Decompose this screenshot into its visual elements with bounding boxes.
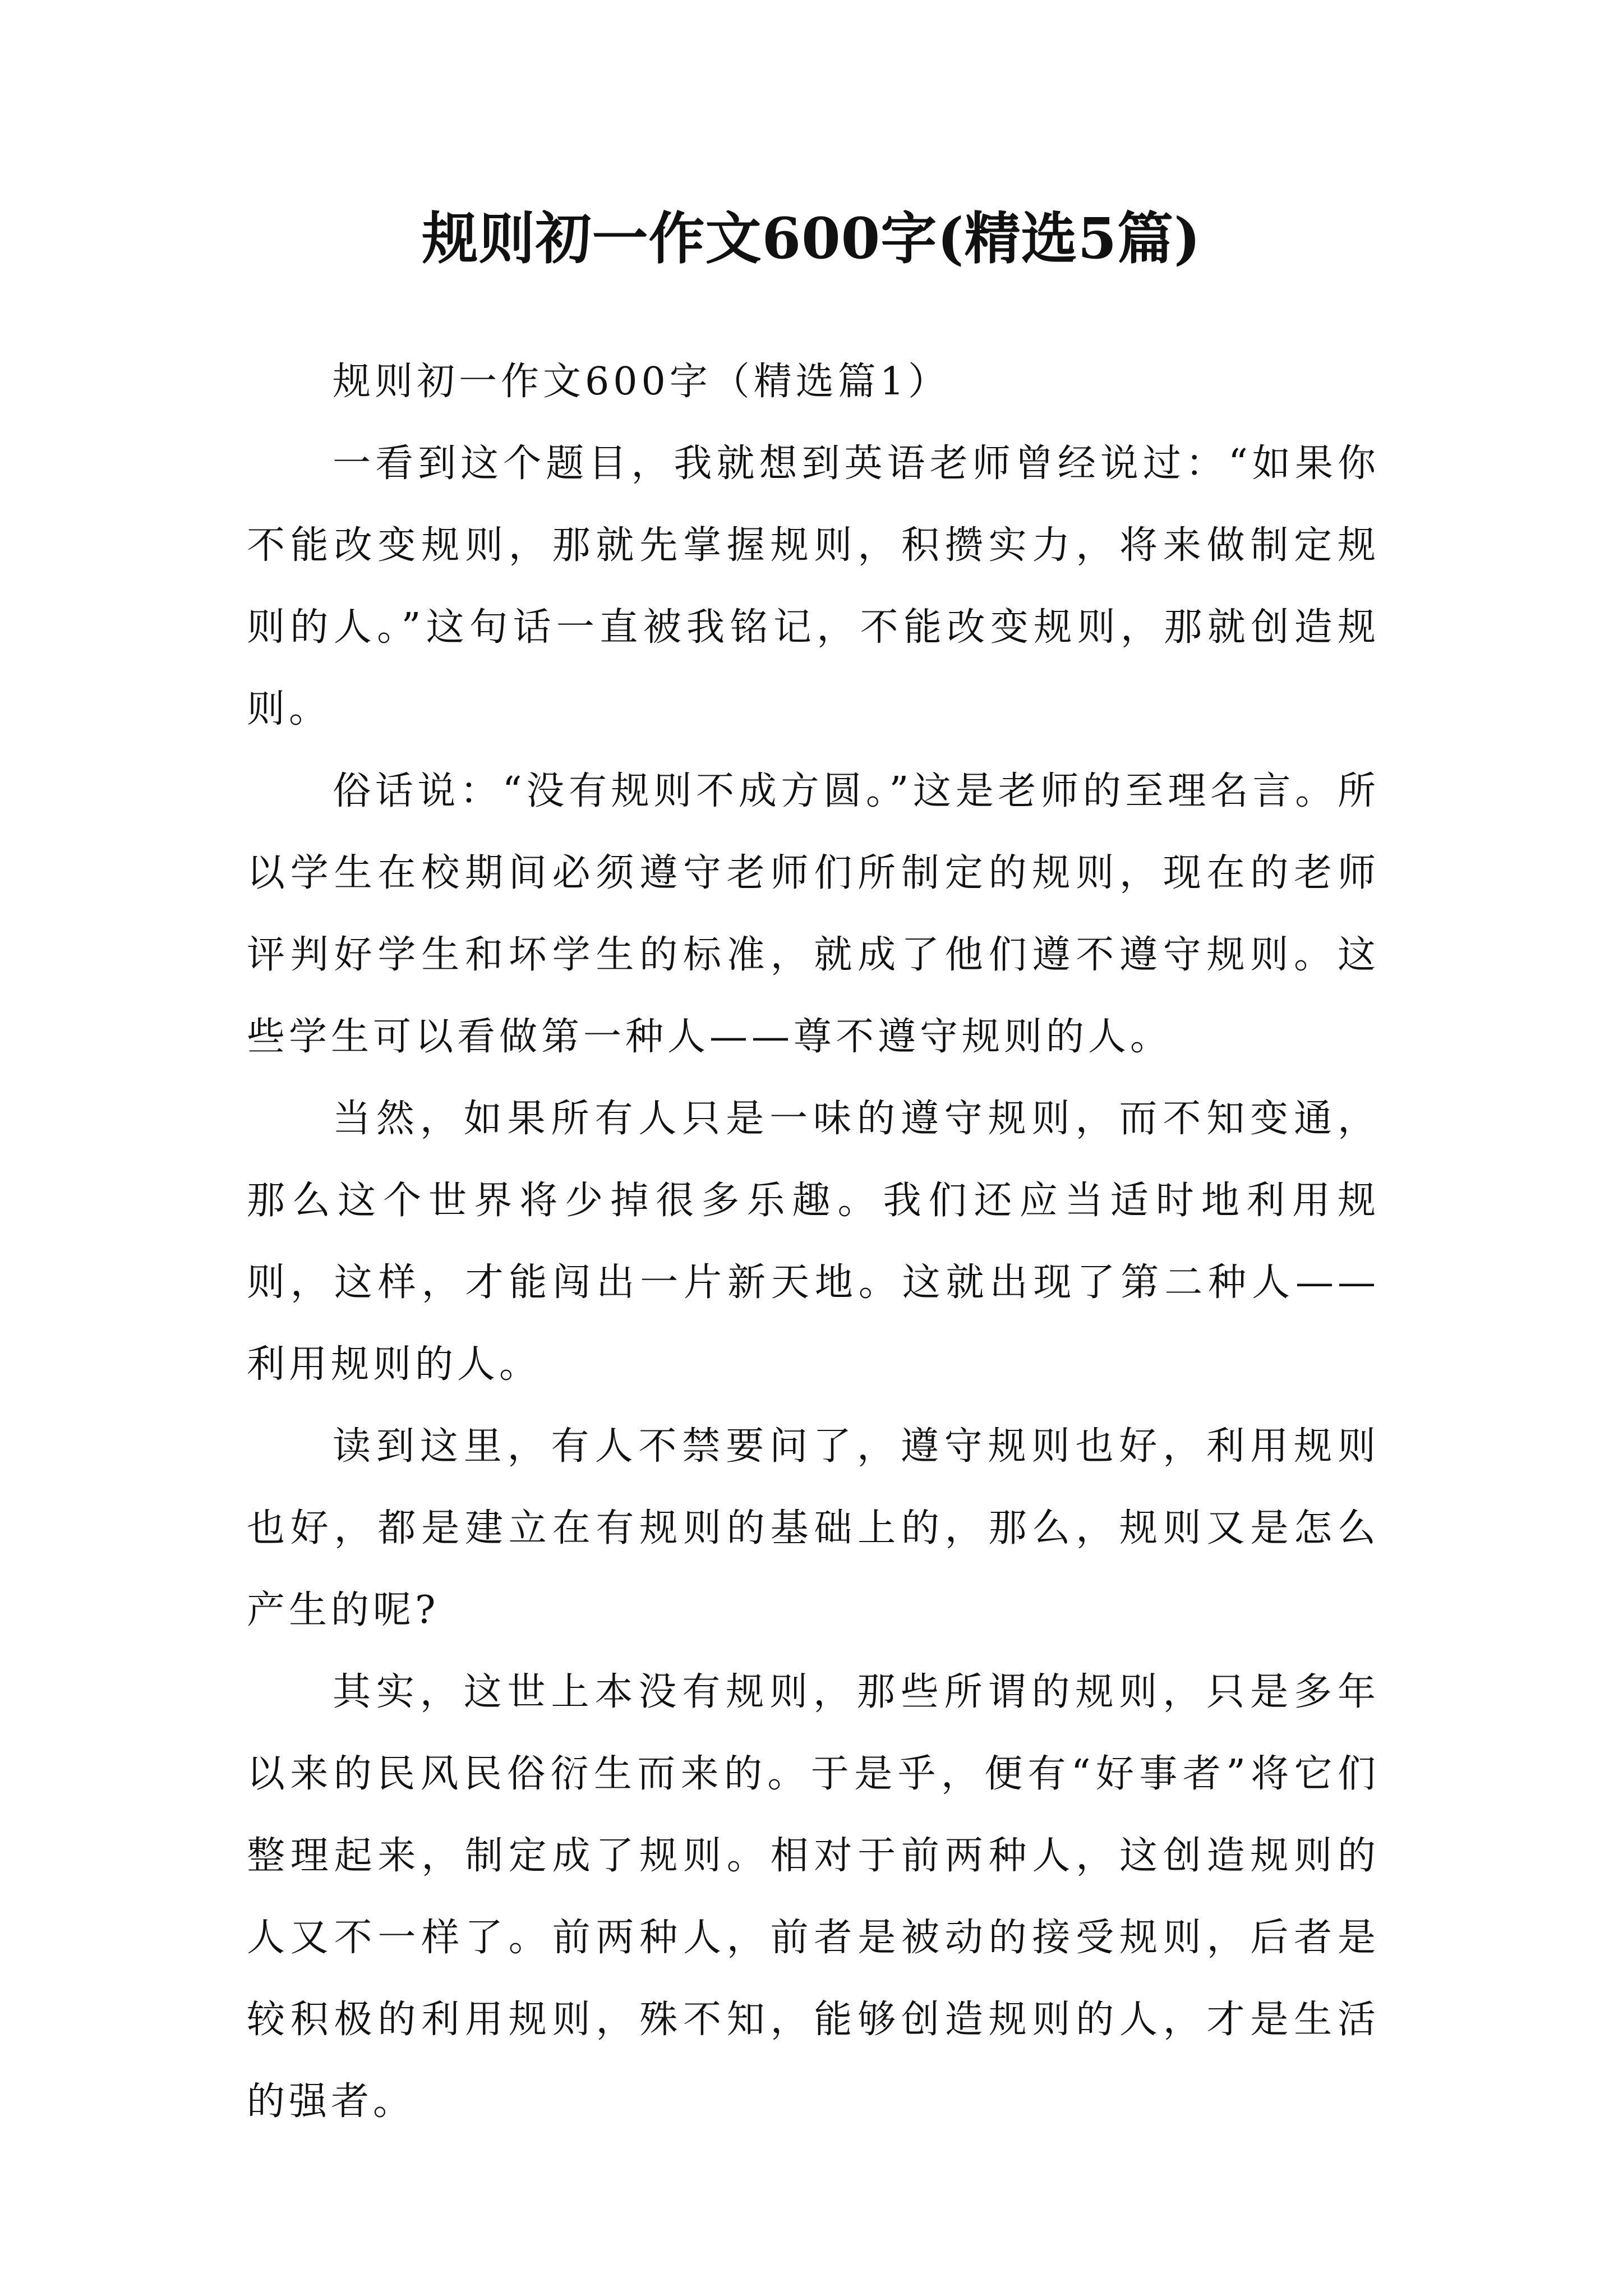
paragraph: 读到这里，有人不禁要问了，遵守规则也好，利用规则也好，都是建立在有规则的基础上的，那么，规则又是怎么产生的呢?	[247, 1424, 1380, 1632]
section-heading: 规则初一作文600字（精选篇1）	[333, 360, 951, 404]
paragraph: 一看到这个题目，我就想到英语老师曾经说过：“如果你不能改变规则，那就先掌握规则，积攒实力，将来做制定规则的人。”这句话一直被我铭记，不能改变规则，那就创造规则。	[247, 441, 1380, 731]
paragraph: 其实，这世上本没有规则，那些所谓的规则，只是多年以来的民风民俗衍生而来的。于是乎，便有“好事者”将它们整理起来，制定成了规则。相对于前两种人，这创造规则的人又不一样了。前两种人，前者是被动的接受规则，后者是较积极的利用规则，殊不知，能够创造规则的人，才是生活的强者。	[247, 1670, 1380, 2124]
document-title: 规则初一作文600字(精选5篇)	[422, 205, 1201, 272]
paragraph: 俗话说：“没有规则不成方圆。”这是老师的至理名言。所以学生在校期间必须遵守老师们所制定的规则，现在的老师评判好学生和坏学生的标准，就成了他们遵不遵守规则。这些学生可以看做第一种人——尊不遵守规则的人。	[247, 769, 1380, 1059]
paragraph: 当然，如果所有人只是一味的遵守规则，而不知变通，那么这个世界将少掉很多乐趣。我们还应当适时地利用规则，这样，才能闯出一片新天地。这就出现了第二种人——利用规则的人。	[247, 1097, 1380, 1387]
document-body	[247, 341, 1380, 2143]
